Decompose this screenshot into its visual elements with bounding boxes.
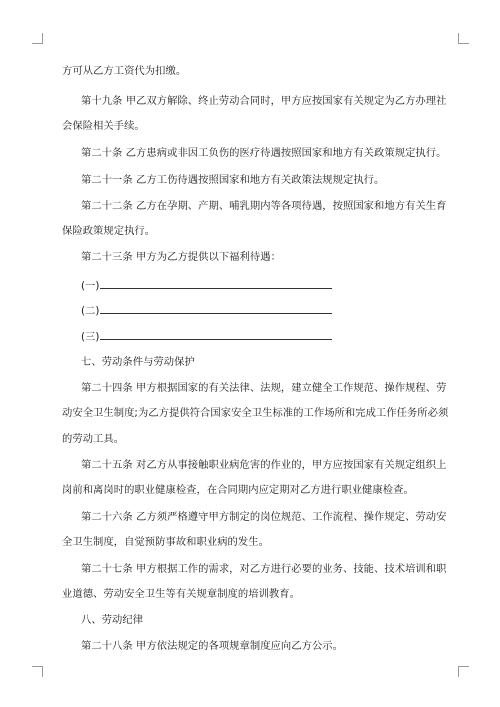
crop-mark-top-left	[32, 33, 43, 44]
section-heading-7: 七、劳动条件与劳动保护	[81, 356, 195, 368]
fill-in-item-1	[81, 277, 332, 293]
article-22: 第二十二条 乙方在孕期、产期、哺乳期内等各项待遇，按照国家和地方有关生育	[81, 200, 447, 212]
text-line: 方可从乙方工资代为扣缴。	[62, 65, 187, 77]
article-26: 第二十六条 乙方须严格遵守甲方制定的岗位规范、工作流程、操作规定、劳动安	[81, 511, 447, 523]
fill-in-blank[interactable]	[100, 302, 332, 314]
article-19: 第十九条 甲乙双方解除、终止劳动合同时，甲方应按国家有关规定为乙方办理社	[81, 95, 447, 107]
article-25: 第二十五条 对乙方从事接触职业病危害的作业的，甲方应按国家有关规定组织上	[81, 459, 447, 471]
text-line: 全卫生制度，自觉预防事故和职业病的发生。	[62, 536, 269, 548]
crop-mark-bottom-right	[458, 666, 469, 677]
text-line: 保险政策规定执行。	[62, 225, 156, 237]
section-heading-8: 八、劳动纪律	[81, 614, 144, 626]
article-28: 第二十八条 甲方依法规定的各项规章制度应向乙方公示。	[81, 640, 343, 652]
text-line: 会保险相关手续。	[62, 120, 145, 132]
article-27: 第二十七条 甲方根据工作的需求，对乙方进行必要的业务、技能、技术培训和职	[81, 563, 447, 575]
text-line: 业道德、劳动安全卫生等有关规章制度的培训教育。	[62, 588, 300, 600]
fill-in-label: (二)	[81, 305, 100, 317]
article-24: 第二十四条 甲方根据国家的有关法律、法规，建立健全工作规范、操作规程、劳	[81, 382, 447, 394]
fill-in-label: (一)	[81, 280, 100, 292]
crop-mark-top-right	[458, 33, 469, 44]
article-23: 第二十三条 甲方为乙方提供以下福利待遇：	[81, 251, 281, 263]
text-line: 的劳动工具。	[62, 433, 125, 445]
fill-in-label: (三)	[81, 331, 100, 343]
article-21: 第二十一条 乙方工伤待遇按照国家和地方有关政策法规规定执行。	[81, 174, 385, 186]
article-20: 第二十条 乙方患病或非因工负伤的医疗待遇按照国家和地方有关政策规定执行。	[81, 147, 447, 159]
fill-in-blank[interactable]	[100, 328, 332, 340]
fill-in-blank[interactable]	[100, 277, 332, 289]
fill-in-item-3	[81, 328, 332, 344]
fill-in-item-2	[81, 302, 332, 318]
crop-mark-bottom-left	[32, 666, 43, 677]
text-line: 动安全卫生制度;为乙方提供符合国家安全卫生标准的工作场所和完成工作任务所必须	[62, 407, 449, 419]
text-line: 岗前和离岗时的职业健康检查，在合同期内应定期对乙方进行职业健康检查。	[62, 484, 414, 496]
